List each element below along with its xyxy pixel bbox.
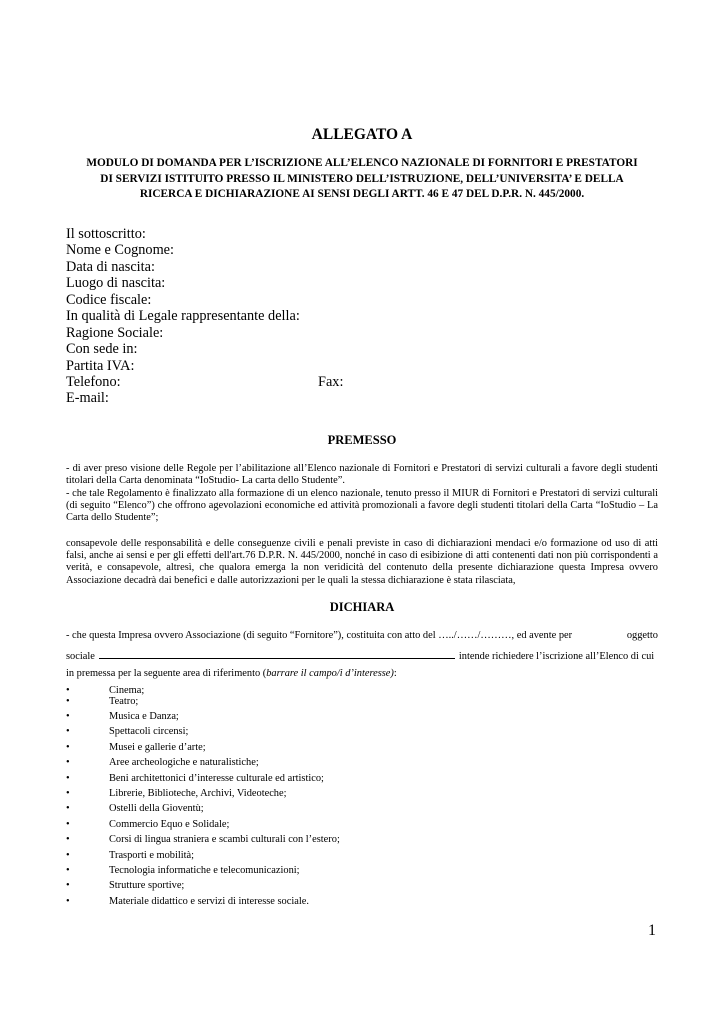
list-item — [66, 819, 626, 834]
list-item — [66, 685, 626, 696]
field-fax: Fax: — [318, 373, 344, 390]
premesso-heading: PREMESSO — [327, 433, 397, 447]
list-item-label: Librerie, Biblioteche, Archivi, Videoteche; — [109, 787, 287, 799]
subtitle-line: RICERCA E DICHIARAZIONE AI SENSI DEGLI ARTT. 46 E 47 DEL D.P.R. N. 445/2000. — [139, 188, 585, 200]
document-subtitle — [64, 156, 660, 203]
bullet: • — [66, 685, 70, 696]
list-item-label: Teatro; — [109, 695, 139, 707]
dichiara-line-2-end: intende richiedere l’iscrizione all’Elenco di cui — [458, 651, 655, 662]
bullet: • — [66, 803, 70, 815]
list-item — [66, 880, 626, 895]
list-item — [66, 696, 626, 711]
list-item-label: Tecnologia informatiche e telecomunicazioni; — [109, 864, 300, 876]
list-item — [66, 865, 626, 880]
field-telefono-row — [66, 374, 666, 390]
bullet: • — [66, 757, 70, 769]
bullet: • — [66, 895, 70, 907]
list-item-label: Commercio Equo e Solidale; — [109, 818, 230, 830]
list-item — [66, 788, 626, 803]
field-ragione-sociale: Ragione Sociale: — [66, 324, 164, 341]
field-codice-fiscale: Codice fiscale: — [66, 291, 152, 308]
list-item-label: Strutture sportive; — [109, 880, 185, 892]
form-fields — [66, 226, 666, 407]
bullet: • — [66, 772, 70, 784]
list-item — [66, 850, 626, 865]
dichiara-line-1-text: - che questa Impresa ovvero Associazione (di seguito “Fornitore”), costituita con atto del …../……/………, ed avente per — [66, 630, 573, 641]
page-number: 1 — [648, 922, 656, 939]
list-item — [66, 757, 626, 772]
dichiara-line-1-end: oggetto — [626, 630, 658, 641]
field-legale-rappresentante: In qualità di Legale rappresentante della: — [66, 308, 300, 325]
list-item — [66, 834, 626, 849]
dichiara-line-3-start: in premessa per la seguente area di riferimento ( — [66, 668, 267, 679]
premesso-paragraph-1: - di aver preso visione delle Regole per l’abilitazione all’Elenco nazionale di Fornitori e Prestatori di servizi culturali a favore degli studenti titolari della Carta denominata “IoStudio- La carta dello Studente”. — [66, 463, 658, 487]
bullet: • — [66, 880, 70, 892]
list-item — [66, 726, 626, 741]
field-sede: Con sede in: — [66, 341, 138, 358]
list-item — [66, 803, 626, 818]
list-item-label: Spettacoli circensi; — [109, 726, 189, 738]
field-telefono: Telefono: — [66, 373, 121, 390]
list-item — [66, 742, 626, 757]
document-title: ALLEGATO A — [311, 126, 413, 143]
list-item-label: Ostelli della Gioventù; — [109, 803, 204, 815]
list-item-label: Cinema; — [109, 685, 145, 696]
list-item — [66, 711, 626, 726]
list-item-label: Materiale didattico e servizi di interesse sociale. — [109, 895, 309, 907]
list-item-label: Musei e gallerie d’arte; — [109, 741, 206, 753]
list-item — [66, 896, 626, 911]
premesso-paragraph-2: - che tale Regolamento è finalizzato alla formazione di un elenco nazionale, tenuto presso il MIUR di Fornitori e Prestatori di servizi culturali (di seguito “Elenco”) che offrono agevolazioni economiche ed attività promozionali a favore degli studenti titolari della Carta “IoStudio – La Carta dello Studente”; — [66, 488, 658, 524]
field-partita-iva: Partita IVA: — [66, 357, 135, 374]
list-item — [66, 773, 626, 788]
list-item-label: Corsi di lingua straniera e scambi culturali con l’estero; — [109, 834, 340, 846]
field-email: E-mail: — [66, 390, 109, 407]
area-list — [66, 685, 626, 911]
bullet: • — [66, 787, 70, 799]
list-item-label: Aree archeologiche e naturalistiche; — [109, 757, 259, 769]
bullet: • — [66, 864, 70, 876]
subtitle-line: DI SERVIZI ISTITUITO PRESSO IL MINISTERO DELL’ISTRUZIONE, DELL’UNIVERSITA’ E DELLA — [100, 172, 624, 185]
field-data-nascita: Data di nascita: — [66, 258, 155, 275]
dichiara-line-3-end: : — [393, 668, 397, 679]
list-item-label: Trasporti e mobilità; — [109, 849, 195, 861]
list-item-label: Musica e Danza; — [109, 710, 179, 722]
bullet: • — [66, 741, 70, 753]
bullet: • — [66, 818, 70, 830]
dichiara-line-3 — [66, 668, 658, 680]
subtitle-line: MODULO DI DOMANDA PER L’ISCRIZIONE ALL’ELENCO NAZIONALE DI FORNITORI E PRESTATORI — [86, 157, 638, 169]
oggetto-sociale-blank-line — [99, 649, 455, 659]
dichiara-line-3-italic: barrare il campo/i d’interesse) — [266, 668, 394, 679]
field-luogo-nascita: Luogo di nascita: — [66, 275, 166, 292]
bullet: • — [66, 726, 70, 738]
dichiara-line-2 — [66, 649, 658, 663]
dichiara-line-2-start: sociale — [66, 651, 95, 662]
dichiara-line-1 — [66, 630, 658, 642]
list-item-label: Beni architettonici d’interesse culturale ed artistico; — [109, 772, 324, 784]
dichiara-heading: DICHIARA — [329, 600, 395, 614]
bullet: • — [66, 695, 70, 707]
premesso-paragraph-3: consapevole delle responsabilità e delle conseguenze civili e penali previste in caso di dichiarazioni mendaci e/o formazione od uso di atti falsi, anche ai sensi e per gli effetti dell'art.76 D.P.R. N. 445/2000, nonché in caso di esibizione di atti contenenti dati non più corrispondenti a verità, e consapevole, altresì, che qualora emerga la non veridicità del contenuto della presente dichiarazione questa Impresa ovvero Associazione decadrà dai benefici e dalle autorizzazioni per le quali la stessa dichiarazione è stata rilasciata, — [66, 538, 658, 586]
bullet: • — [66, 834, 70, 846]
field-sottoscritto: Il sottoscritto: — [66, 226, 146, 242]
field-nome-cognome: Nome e Cognome: — [66, 242, 175, 259]
bullet: • — [66, 849, 70, 861]
bullet: • — [66, 710, 70, 722]
